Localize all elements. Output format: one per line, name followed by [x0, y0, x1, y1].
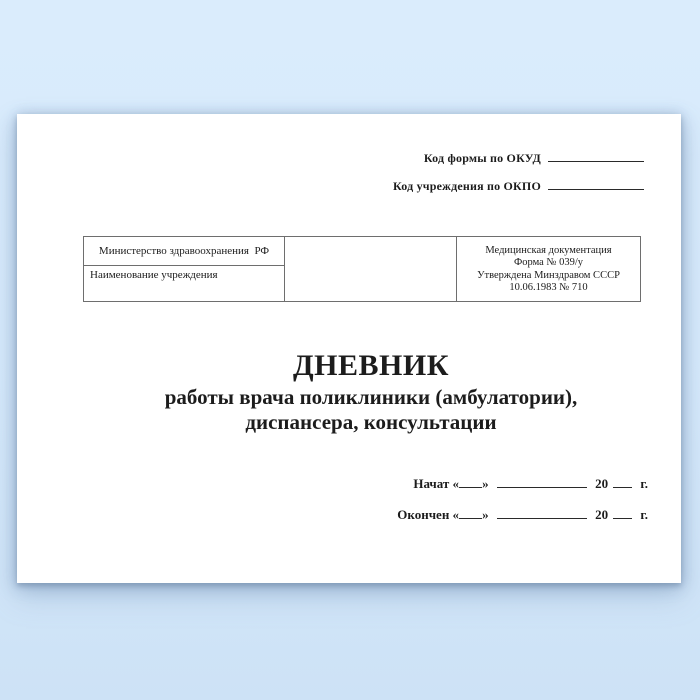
subtitle-line-2: диспансера, консультации [245, 410, 497, 434]
finished-close-quote: » [482, 507, 492, 522]
okud-blank-line [548, 160, 644, 162]
okud-label: Код формы по ОКУД [423, 151, 541, 165]
okpo-label: Код учреждения по ОКПО [392, 179, 541, 193]
finished-month-blank-line [497, 517, 587, 519]
header-table-empty-column [285, 237, 457, 301]
started-month-blank-line [497, 486, 587, 488]
form-cover-page [17, 114, 681, 583]
subtitle-line-1: работы врача поликлиники (амбулатории), [164, 385, 578, 409]
finished-date-row [397, 507, 648, 523]
finished-year-blank-line [613, 517, 632, 519]
okud-code-row [393, 151, 644, 166]
doc-info-line-2: Форма № 039/у [513, 257, 584, 268]
header-table [83, 236, 641, 302]
header-table-left-column [84, 237, 285, 301]
doc-info-line-1: Медицинская документация [485, 244, 612, 256]
document-subtitle [61, 385, 681, 435]
started-label: Начат « [413, 476, 460, 491]
code-lines-block [393, 151, 644, 207]
finished-year-suffix: г. [637, 507, 648, 522]
finished-year-prefix: 20 [591, 507, 609, 522]
doc-info-line-4: 10.06.1983 № 710 [509, 282, 588, 293]
doc-info-line-3: Утверждена Минздравом СССР [477, 269, 620, 281]
ministry-cell: Министерство здравоохранения РФ [84, 237, 284, 266]
started-year-prefix: 20 [591, 476, 609, 491]
okpo-code-row [393, 179, 644, 194]
started-date-row [397, 476, 648, 492]
institution-name-cell: Наименование учреждения [90, 269, 218, 281]
start-end-dates-block [397, 476, 648, 538]
doc-info-cell [457, 237, 640, 301]
title-block [61, 350, 681, 435]
started-year-blank-line [613, 486, 632, 488]
finished-day-blank-line [459, 517, 482, 519]
document-title: ДНЕВНИК [293, 349, 449, 382]
started-close-quote: » [482, 476, 492, 491]
started-year-suffix: г. [637, 476, 648, 491]
started-day-blank-line [459, 486, 482, 488]
finished-label: Окончен « [397, 507, 460, 522]
okpo-blank-line [548, 188, 644, 190]
